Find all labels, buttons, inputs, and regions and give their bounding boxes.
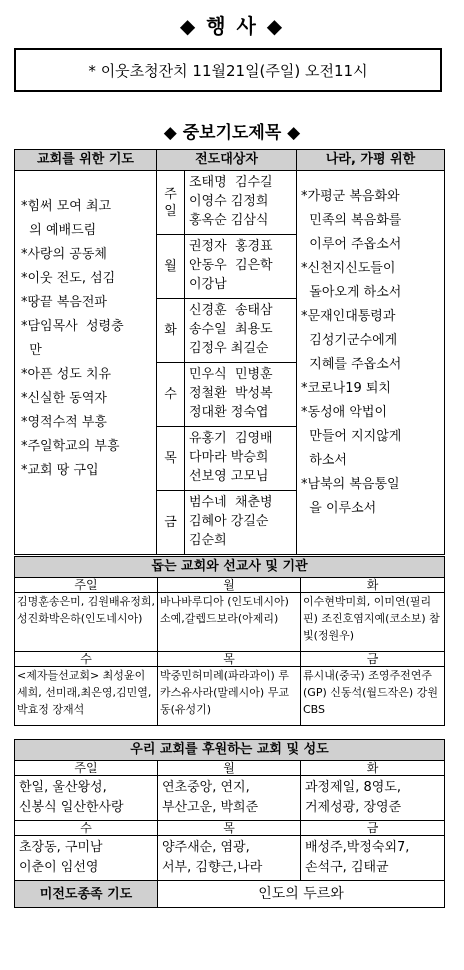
supporters-day: 수 [15, 821, 158, 836]
nation-prayer-item: *가평군 복음화와 [301, 189, 400, 204]
church-prayer-item: *교회 땅 구입 [21, 463, 99, 478]
target-names [185, 235, 297, 299]
supporters-day: 월 [158, 761, 301, 776]
church-prayer-list [15, 171, 157, 555]
target-name-line: 홍옥순 김삼식 [189, 213, 269, 228]
nation-prayer-item: 하소서 [301, 453, 347, 468]
target-name-line: 이강남 [189, 277, 227, 292]
nation-prayer-item: 민족의 복음화를 [301, 213, 402, 228]
church-prayer-item: *아픈 성도 치유 [21, 367, 112, 382]
nation-prayer-item: *문재인대통령과 [301, 309, 396, 324]
header-church: 교회를 위한 기도 [15, 150, 157, 171]
prayer-table [14, 149, 445, 555]
target-name-line: 김순희 [189, 533, 227, 548]
missions-day: 금 [301, 652, 445, 667]
target-names [185, 491, 297, 555]
target-day: 목 [157, 427, 185, 491]
target-name-line: 선보영 고모님 [189, 469, 269, 484]
church-prayer-item: *주일학교의 부흥 [21, 439, 120, 454]
target-name-line: 김정우 최길순 [189, 341, 269, 356]
unreached-label: 미전도종족 기도 [15, 881, 158, 908]
nation-prayer-item: 이루어 주옵소서 [301, 237, 402, 252]
event-item: * 이웃초청잔치 11월21일(주일) 오전11시 [88, 61, 368, 80]
church-prayer-item: *땅끝 복음전파 [21, 295, 107, 310]
nation-prayer-list [297, 171, 445, 555]
missions-cell: 이수현박미희, 이미연(필리핀) 조진호염지예(코소보) 참빛(정원우) [301, 593, 445, 652]
event-box [14, 48, 442, 92]
nation-prayer-item: *신천지신도들이 [301, 261, 396, 276]
target-name-line: 유홍기 김영배 [189, 431, 273, 446]
nation-prayer-item: *코로나19 퇴치 [301, 381, 391, 396]
target-day: 화 [157, 299, 185, 363]
unreached-value: 인도의 두르와 [158, 881, 445, 908]
nation-prayer-item: 김성기군수에게 [301, 333, 398, 348]
church-prayer-item: *신실한 동역자 [21, 391, 107, 406]
missions-day: 목 [158, 652, 301, 667]
nation-prayer-item: 지혜를 주옵소서 [301, 357, 402, 372]
missions-cell: <제자들선교회> 최성윤이세희, 선미래,최은영,김민열, 박효정 장재석 [15, 667, 158, 726]
supporters-cell: 한일, 울산왕성, 신봉식 일산한사랑 [15, 776, 158, 821]
target-name-line: 정철환 박성복 [189, 386, 273, 401]
supporters-cell: 초장동, 구미남 이춘이 임선영 [15, 836, 158, 881]
prayer-title: ◆ 중보기도제목 ◆ [163, 123, 301, 143]
target-names [185, 299, 297, 363]
supporters-day: 화 [301, 761, 445, 776]
nation-prayer-item: 만들어 지지않게 [301, 429, 402, 444]
church-prayer-item: *담임목사 성령충 [21, 319, 124, 334]
target-day: 주 일 [157, 171, 185, 235]
target-name-line: 권정자 홍경표 [189, 239, 273, 254]
church-prayer-item: 의 예배드림 [21, 223, 97, 238]
target-name-line: 송수일 최용도 [189, 322, 273, 337]
target-name-line: 정대환 정숙엽 [189, 405, 269, 420]
missions-title: 돕는 교회와 선교사 및 기관 [15, 557, 445, 578]
missions-cell: 박중민허미례(파라과이) 루카스유사라(말레시아) 무교동(유성기) [158, 667, 301, 726]
supporters-day: 주일 [15, 761, 158, 776]
missions-day: 수 [15, 652, 158, 667]
church-prayer-item: *영적수적 부흥 [21, 415, 107, 430]
supporters-cell: 양주새순, 염광, 서부, 김향근,나라 [158, 836, 301, 881]
target-names [185, 171, 297, 235]
church-prayer-item: 만 [21, 343, 42, 358]
target-name-line: 범수네 채춘병 [189, 495, 273, 510]
supporters-cell: 과정제일, 8영도, 거제성광, 장영준 [301, 776, 445, 821]
target-names [185, 427, 297, 491]
missions-day: 화 [301, 578, 445, 593]
target-name-line: 신경훈 송태삼 [189, 303, 273, 318]
nation-prayer-item: *동성애 악법이 [301, 405, 387, 420]
missions-cell: 류시내(중국) 조영주전연주(GP) 신동석(월드작은) 강원CBS [301, 667, 445, 726]
missions-day: 주일 [15, 578, 158, 593]
target-name-line: 다마라 박승희 [189, 450, 269, 465]
missions-day: 월 [158, 578, 301, 593]
supporters-cell: 배성주,박정숙외7, 손석구, 김태균 [301, 836, 445, 881]
target-name-line: 안동우 김은학 [189, 258, 273, 273]
supporters-day: 목 [158, 821, 301, 836]
supporters-day: 금 [301, 821, 445, 836]
target-day: 월 [157, 235, 185, 299]
nation-prayer-item: 돌아오게 하소서 [301, 285, 402, 300]
supporters-title: 우리 교회를 후원하는 교회 및 성도 [15, 740, 445, 761]
target-name-line: 김혜아 강길순 [189, 514, 269, 529]
header-nation: 나라, 가평 위한 [297, 150, 445, 171]
target-name-line: 조태명 김수길 [189, 175, 273, 190]
target-names [185, 363, 297, 427]
church-prayer-item: *사랑의 공동체 [21, 247, 107, 262]
missions-table [14, 556, 445, 726]
target-day: 수 [157, 363, 185, 427]
church-prayer-item: *힘써 모여 최고 [21, 199, 112, 214]
missions-cell: 바나바루디아 (인도네시아) 소예,갈렙드보라(아제리) [158, 593, 301, 652]
target-name-line: 민우식 민병훈 [189, 367, 273, 382]
nation-prayer-item: 을 이루소서 [301, 501, 377, 516]
target-name-line: 이영수 김정희 [189, 194, 269, 209]
nation-prayer-item: *남북의 복음통일 [301, 477, 400, 492]
supporters-cell: 연초중앙, 연지, 부산고운, 박희준 [158, 776, 301, 821]
supporters-table [14, 739, 445, 908]
target-day: 금 [157, 491, 185, 555]
header-targets: 전도대상자 [157, 150, 297, 171]
church-prayer-item: *이웃 전도, 섬김 [21, 271, 116, 286]
missions-cell: 김명훈송은미, 김원배유정희, 성진화박은하(인도네시아) [15, 593, 158, 652]
events-title: ◆ 행 사 ◆ [179, 14, 285, 38]
